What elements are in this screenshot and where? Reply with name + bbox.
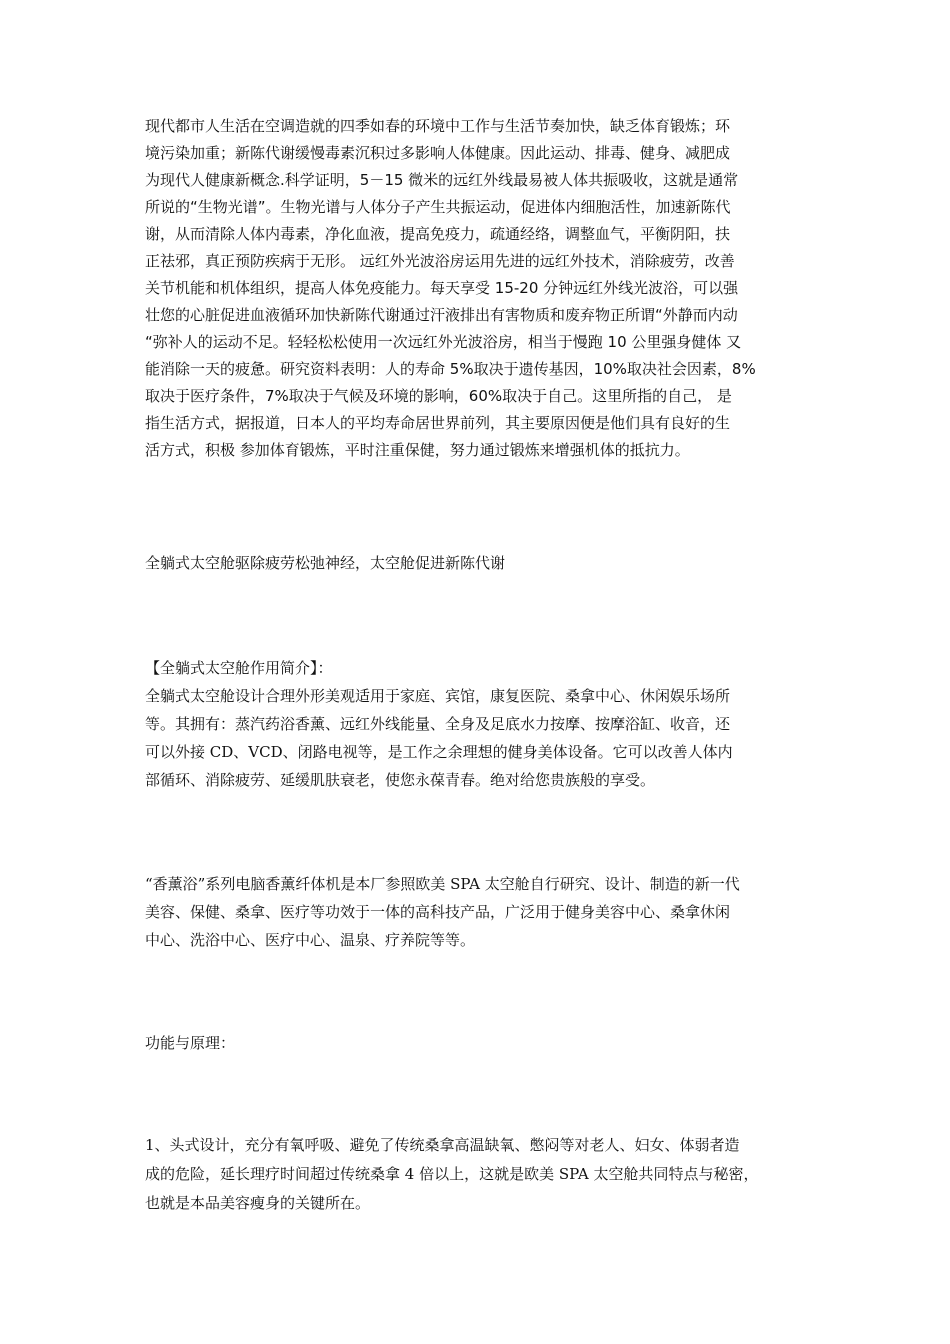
text-line: 能消除一天的疲惫。研究资料表明：人的寿命 5%取决于遗传基因，10%取决社会因素，8% <box>145 360 756 378</box>
product-series-paragraph <box>145 870 825 954</box>
function-item-1 <box>145 1131 825 1218</box>
text-line: “香薰浴”系列电脑香薰纤体机是本厂参照欧美 SPA 太空舱自行研究、设计、制造的新一代 <box>145 875 740 893</box>
text-line: 指生活方式，据报道，日本人的平均寿命居世界前列，其主要原因便是他们具有良好的生 <box>145 414 731 432</box>
text-line: 境污染加重；新陈代谢缓慢毒素沉积过多影响人体健康。因此运动、排毒、健身、减肥成 <box>145 144 731 162</box>
function-heading: 功能与原理： <box>145 1034 236 1052</box>
intro-heading: 【全躺式太空舱作用简介】： <box>145 659 333 677</box>
text-line: 成的危险，延长理疗时间超过传统桑拿 4 倍以上，这就是欧美 SPA 太空舱共同特点与秘密， <box>145 1165 759 1183</box>
text-line: 等。其拥有：蒸汽药浴香薰、远红外线能量、全身及足底水力按摩、按摩浴缸、收音，还 <box>145 715 731 733</box>
capsule-intro-paragraph <box>145 654 825 794</box>
text-line: 美容、保健、桑拿、医疗等功效于一体的高科技产品，广泛用于健身美容中心、桑拿休闲 <box>145 903 731 921</box>
intro-paragraph <box>145 113 810 464</box>
text-line: 1、头式设计，充分有氧呼吸、避免了传统桑拿高温缺氧、憋闷等对老人、妇女、体弱者造 <box>145 1136 740 1154</box>
text-line: 也就是本品美容瘦身的关键所在。 <box>145 1194 371 1212</box>
text-line: 壮您的心脏促进血液循环加快新陈代谢通过汗液排出有害物质和废弃物正所谓“外静而内动 <box>145 306 738 324</box>
text-line: 所说的“生物光谱”。生物光谱与人体分子产生共振运动，促进体内细胞活性，加速新陈代 <box>145 198 731 216</box>
text-line: 全躺式太空舱设计合理外形美观适用于家庭、宾馆，康复医院、桑拿中心、休闲娱乐场所 <box>145 687 731 705</box>
text-line: 可以外接 CD、VCD、闭路电视等，是工作之余理想的健身美体设备。它可以改善人体内 <box>145 743 733 761</box>
text-line: 取决于医疗条件，7%取决于气候及环境的影响，60%取决于自己。这里所指的自己， 是 <box>145 387 732 405</box>
text-line: 正祛邪，真正预防疾病于无形。 远红外光波浴房运用先进的远红外技术，消除疲劳，改善 <box>145 252 735 270</box>
text-line: 为现代人健康新概念.科学证明，5－15 微米的远红外线最易被人体共振吸收，这就是通常 <box>145 171 739 189</box>
section-subtitle: 全躺式太空舱驱除疲劳松弛神经，太空舱促进新陈代谢 <box>145 554 506 572</box>
text-line: “弥补人的运动不足。轻轻松松使用一次远红外光波浴房，相当于慢跑 10 公里强身健体 又 <box>145 333 742 351</box>
text-line: 部循环、消除疲劳、延缓肌肤衰老，使您永葆青春。绝对给您贵族般的享受。 <box>145 771 656 789</box>
text-line: 现代都市人生活在空调造就的四季如春的环境中工作与生活节奏加快，缺乏体育锻炼；环 <box>145 117 731 135</box>
text-line: 活方式，积极 参加体育锻炼，平时注重保健，努力通过锻炼来增强机体的抵抗力。 <box>145 441 690 459</box>
text-line: 关节机能和机体组织，提高人体免疫能力。每天享受 15-20 分钟远红外线光波浴，可以强 <box>145 279 739 297</box>
text-line: 谢，从而清除人体内毒素，净化血液，提高免疫力，疏通经络，调整血气，平衡阴阳，扶 <box>145 225 731 243</box>
text-line: 中心、洗浴中心、医疗中心、温泉、疗养院等等。 <box>145 931 476 949</box>
